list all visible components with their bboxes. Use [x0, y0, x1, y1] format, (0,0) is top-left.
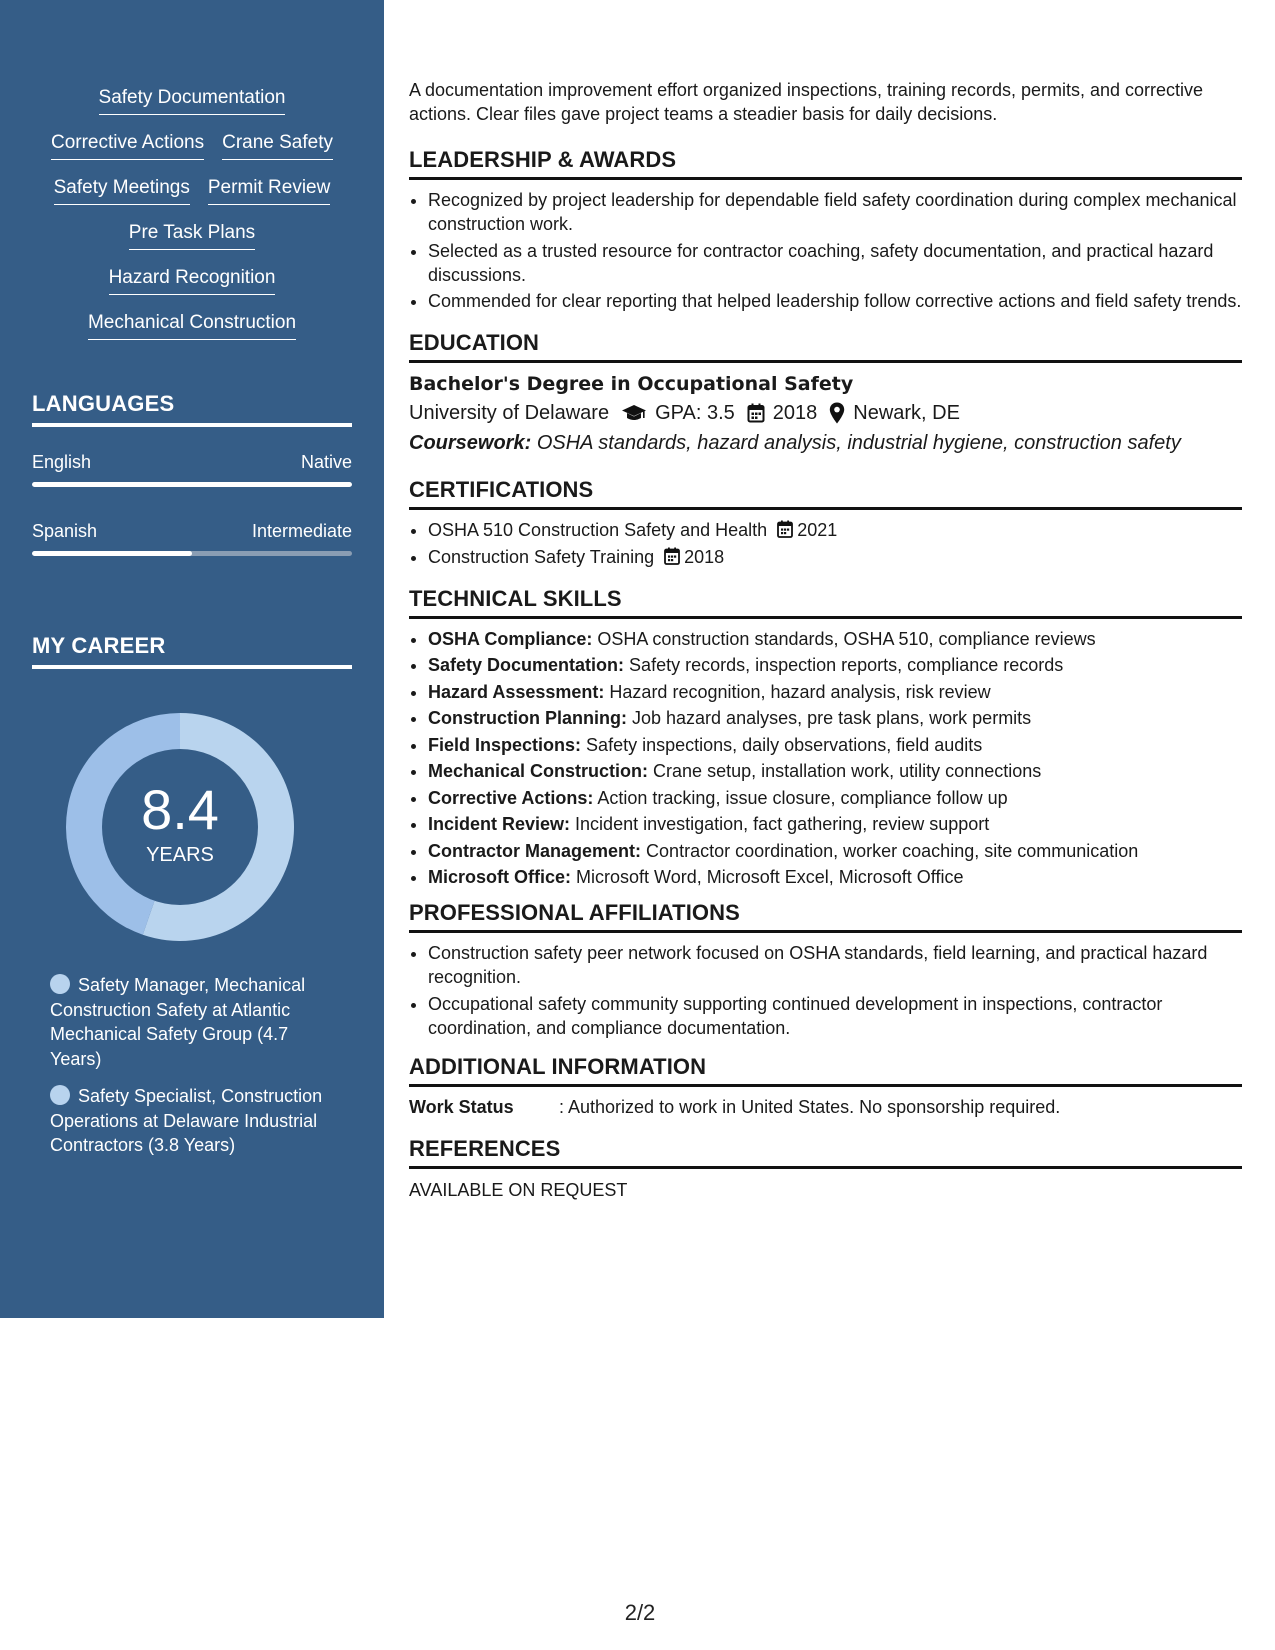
skill-label: Hazard Assessment:	[428, 681, 605, 702]
skill-label: Microsoft Office:	[428, 867, 572, 887]
skill-row	[20, 84, 364, 129]
graduation-year: 2018	[772, 402, 818, 424]
list-item: • Occupational safety community supporting continued development in inspections, contractor coordination, and compliance documentation.	[428, 992, 1242, 1040]
career-item	[50, 1084, 340, 1158]
skill-value: OSHA construction standards, OSHA 510, compliance reviews	[597, 628, 1096, 649]
list-item: • Construction safety peer network focused on OSHA standards, field learning, and practical hazard recognition.	[428, 941, 1242, 989]
skill-row	[20, 264, 364, 309]
additional-info-heading: ADDITIONAL INFORMATION	[409, 1053, 1242, 1087]
skill-tag: Safety Documentation	[99, 84, 286, 115]
career-dot-icon	[50, 974, 70, 994]
gpa: GPA: 3.5	[655, 402, 735, 424]
skill-value: Incident investigation, fact gathering, review support	[575, 814, 990, 834]
list-item	[428, 627, 1242, 651]
intro-summary: A documentation improvement effort organized inspections, training records, permits, and corrective actions. Clear files gave project teams a steadier basis for daily decisions.	[409, 80, 1204, 124]
list-item	[428, 545, 1242, 569]
language-bar-fill	[32, 551, 192, 556]
graduation-cap-icon	[621, 403, 647, 423]
skill-label: Construction Planning:	[428, 708, 627, 728]
coursework	[409, 428, 1242, 458]
career-dot-icon	[50, 1085, 70, 1105]
skill-value: Crane setup, installation work, utility connections	[653, 761, 1042, 781]
list-item	[428, 812, 1242, 836]
coursework-text: OSHA standards, hazard analysis, industrial hygiene, construction safety	[536, 432, 1181, 454]
skill-row	[20, 219, 364, 264]
skill-label: Corrective Actions:	[428, 787, 594, 808]
skill-value: Action tracking, issue closure, compliance follow up	[597, 787, 1008, 808]
references-text: AVAILABLE ON REQUEST	[409, 1179, 628, 1200]
certification-year: 2018	[684, 546, 725, 567]
education-details	[409, 398, 1242, 428]
school-name: University of Delaware	[409, 402, 610, 424]
affiliations-list	[409, 941, 1242, 1040]
skill-tags	[20, 84, 364, 354]
skill-value: Safety records, inspection reports, compliance records	[629, 655, 1064, 675]
main-content	[409, 78, 1242, 1202]
certification-name: Construction Safety Training	[428, 546, 655, 567]
language-english	[32, 450, 352, 487]
list-item	[428, 518, 1242, 542]
language-level: Native	[300, 452, 352, 472]
education-heading: EDUCATION	[409, 329, 1242, 363]
language-name: Spanish	[32, 521, 98, 541]
page-number: 2/2	[624, 1600, 656, 1625]
list-item	[428, 733, 1242, 757]
location-pin-icon	[829, 402, 845, 424]
skill-tag: Corrective Actions	[51, 129, 204, 160]
languages-heading: LANGUAGES	[32, 391, 352, 427]
skill-label: OSHA Compliance:	[428, 628, 593, 649]
skill-row	[20, 174, 364, 219]
language-spanish	[32, 519, 352, 556]
list-item	[428, 653, 1242, 677]
certifications-heading: CERTIFICATIONS	[409, 476, 1242, 510]
career-item-text: Safety Manager, Mechanical Construction Safety at Atlantic Mechanical Safety Group (4.7 Years)	[50, 975, 306, 1069]
skill-label: Field Inspections:	[428, 734, 582, 755]
language-bar	[32, 482, 352, 487]
sidebar	[0, 0, 384, 1318]
skill-tag: Pre Task Plans	[129, 219, 255, 250]
list-item	[428, 706, 1242, 730]
language-bar	[32, 551, 352, 556]
degree-title: Bachelor's Degree in Occupational Safety	[409, 373, 854, 395]
skill-value: Contractor coordination, worker coaching, site communication	[646, 840, 1139, 861]
career-unit: YEARS	[146, 844, 214, 866]
work-status-value: : Authorized to work in United States. No sponsorship required.	[559, 1096, 1061, 1117]
language-bar-fill	[32, 482, 352, 487]
career-item-text: Safety Specialist, Construction Operations at Delaware Industrial Contractors (3.8 Years)	[50, 1086, 323, 1155]
leadership-heading: LEADERSHIP & AWARDS	[409, 146, 1242, 180]
certification-name: OSHA 510 Construction Safety and Health	[428, 520, 768, 540]
skill-tag: Crane Safety	[222, 129, 333, 160]
coursework-label: Coursework:	[409, 432, 532, 454]
language-level: Intermediate	[251, 521, 352, 541]
list-item	[428, 680, 1242, 704]
skill-label: Safety Documentation:	[428, 655, 625, 675]
skill-value: Microsoft Word, Microsoft Excel, Microsoft Office	[576, 867, 964, 887]
list-item	[428, 839, 1242, 863]
calendar-icon	[747, 403, 765, 423]
skill-value: Hazard recognition, hazard analysis, risk review	[609, 681, 991, 702]
list-item	[428, 786, 1242, 810]
skill-tag: Mechanical Construction	[88, 309, 296, 340]
career-heading: MY CAREER	[32, 633, 352, 669]
skill-row	[20, 129, 364, 174]
list-item: • Commended for clear reporting that helped leadership follow corrective actions and field safety trends.	[428, 289, 1242, 313]
career-item	[50, 973, 340, 1071]
certification-year: 2021	[797, 520, 838, 540]
school-location: Newark, DE	[853, 402, 960, 424]
career-total: 8.4	[141, 778, 219, 841]
calendar-icon	[664, 547, 680, 565]
language-name: English	[32, 452, 92, 472]
technical-skills-heading: TECHNICAL SKILLS	[409, 585, 1242, 619]
skill-label: Contractor Management:	[428, 840, 642, 861]
skill-value: Job hazard analyses, pre task plans, work permits	[632, 708, 1032, 728]
skill-label: Mechanical Construction:	[428, 761, 649, 781]
list-item	[428, 865, 1242, 889]
technical-skills-list	[409, 627, 1242, 890]
education-entry	[409, 370, 1242, 458]
affiliations-heading: PROFESSIONAL AFFILIATIONS	[409, 899, 1242, 933]
leadership-list	[409, 188, 1242, 313]
references-heading: REFERENCES	[409, 1135, 1242, 1169]
skill-row	[20, 309, 364, 354]
skill-label: Incident Review:	[428, 814, 571, 834]
skill-tag: Hazard Recognition	[109, 264, 276, 295]
work-status-row	[409, 1095, 1242, 1119]
career-donut-chart	[66, 713, 294, 941]
list-item	[428, 759, 1242, 783]
skill-tag: Permit Review	[208, 174, 330, 205]
skill-value: Safety inspections, daily observations, field audits	[586, 734, 983, 755]
certifications-list	[409, 518, 1242, 569]
work-status-label: Work Status	[409, 1096, 514, 1117]
skill-tag: Safety Meetings	[54, 174, 190, 205]
list-item: • Recognized by project leadership for dependable field safety coordination during complex mechanical construction work.	[428, 188, 1242, 236]
list-item: • Selected as a trusted resource for contractor coaching, safety documentation, and practical hazard discussions.	[428, 239, 1242, 287]
calendar-icon	[777, 520, 793, 538]
